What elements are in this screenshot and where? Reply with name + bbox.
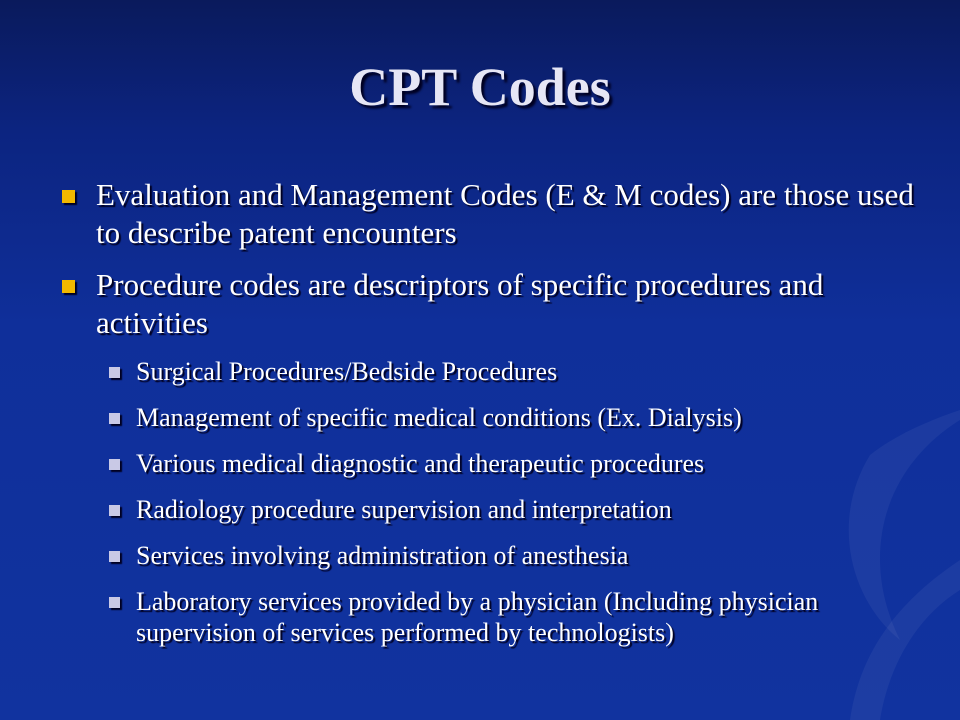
square-bullet-icon: [62, 280, 75, 293]
slide-title: CPT Codes: [349, 57, 611, 117]
bullet-item: [58, 176, 918, 252]
sub-bullet-item: [107, 494, 918, 525]
sub-bullet-text: Services involving administration of anesthesia: [136, 541, 629, 570]
sub-bullet-item: [107, 356, 918, 387]
sub-bullet-item: [107, 586, 918, 648]
sub-bullet-item: [107, 448, 918, 479]
square-bullet-icon: [109, 413, 120, 424]
sub-bullet-item: [107, 540, 918, 571]
sub-bullet-text: Radiology procedure supervision and interpretation: [136, 495, 672, 524]
sub-bullet-text: Management of specific medical conditions (Ex. Dialysis): [136, 403, 742, 432]
square-bullet-icon: [62, 190, 75, 203]
sub-bullet-text: Laboratory services provided by a physician (Including physician supervision of services performed by technologists): [136, 587, 819, 647]
square-bullet-icon: [109, 551, 120, 562]
square-bullet-icon: [109, 459, 120, 470]
sub-bullet-text: Surgical Procedures/Bedside Procedures: [136, 357, 558, 386]
bullet-item: [58, 266, 918, 342]
bullet-text: Evaluation and Management Codes (E & M codes) are those used to describe patent encounters: [96, 177, 914, 250]
square-bullet-icon: [109, 505, 120, 516]
square-bullet-icon: [109, 597, 120, 608]
bullet-text: Procedure codes are descriptors of specific procedures and activities: [96, 267, 824, 340]
bullet-list: [58, 176, 918, 663]
square-bullet-icon: [109, 367, 120, 378]
sub-bullet-item: [107, 402, 918, 433]
sub-bullet-text: Various medical diagnostic and therapeutic procedures: [136, 449, 705, 478]
